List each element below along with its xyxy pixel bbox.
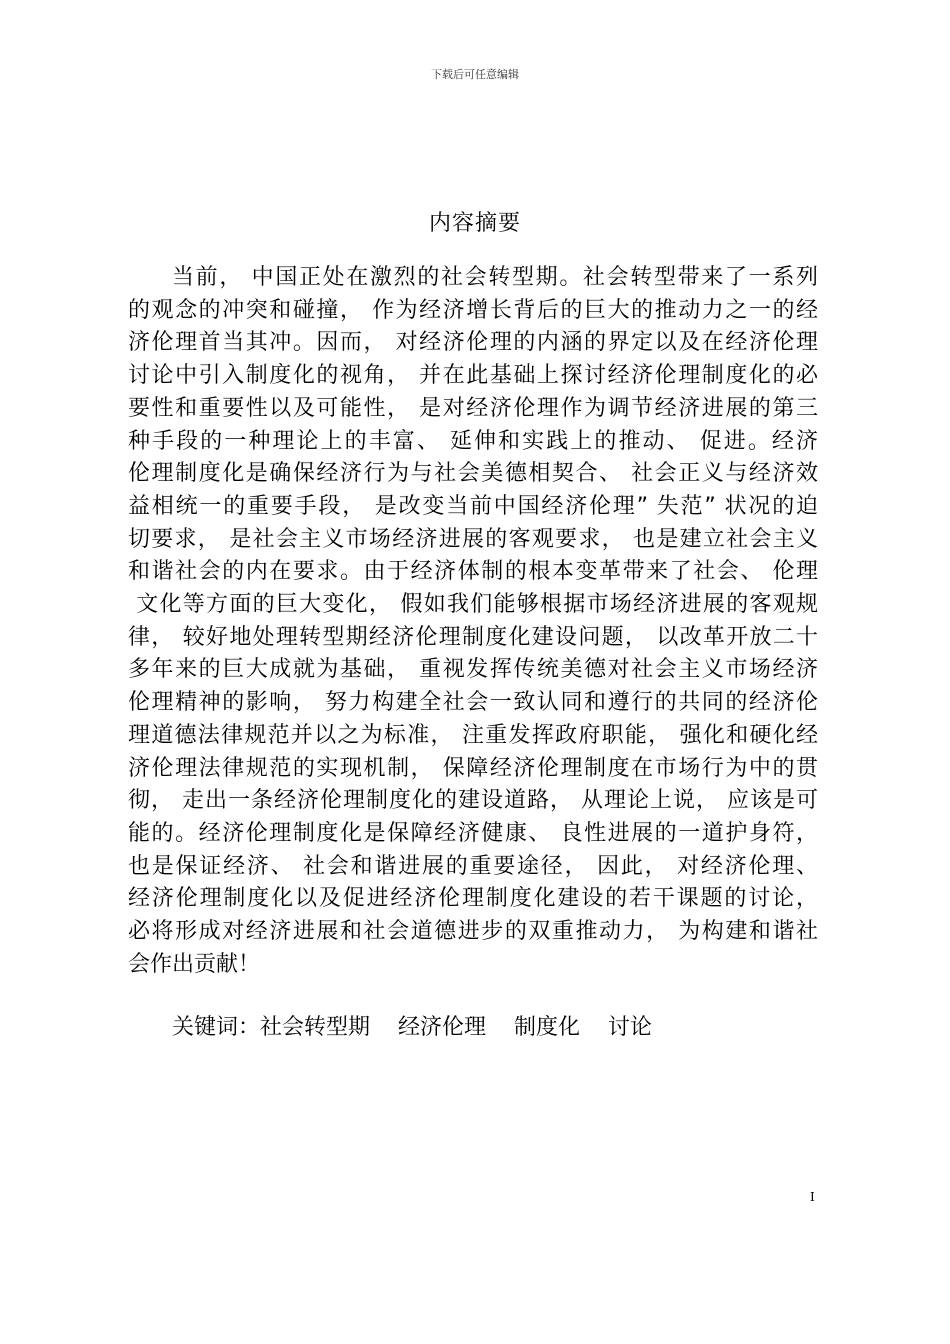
- abstract-line: 当前， 中国正处在激烈的社会转型期。社会转型带来了一系列: [172, 265, 818, 290]
- abstract-line: 讨论中引入制度化的视角， 并在此基础上探讨经济伦理制度化的必: [128, 363, 818, 389]
- abstract-line: 经济伦理制度化以及促进经济伦理制度化建设的若干课题的讨论，: [128, 886, 818, 912]
- abstract-line: 会作出贡献！: [128, 951, 261, 977]
- abstract-line: 文化等方面的巨大变化， 假如我们能够根据市场经济进展的客观规: [128, 592, 818, 618]
- header-note: 下载后可任意编辑: [431, 68, 519, 81]
- abstract-line: 种手段的一种理论上的丰富、 延伸和实践上的推动、 促进。经济: [128, 428, 818, 454]
- abstract-line: 济伦理首当其冲。因而， 对经济伦理的内涵的界定以及在经济伦理: [128, 330, 818, 356]
- abstract-line: 律， 较好地处理转型期经济伦理制度化建设问题， 以改革开放二十: [128, 624, 818, 650]
- abstract-line: 彻， 走出一条经济伦理制度化的建设道路， 从理论上说， 应该是可: [128, 788, 818, 814]
- abstract-line: 的观念的冲突和碰撞， 作为经济增长背后的巨大的推动力之一的经: [128, 297, 818, 323]
- abstract-line: 要性和重要性以及可能性， 是对经济伦理作为调节经济进展的第三: [128, 395, 818, 421]
- abstract-line: 多年来的巨大成就为基础， 重视发挥传统美德对社会主义市场经济: [128, 657, 818, 683]
- abstract-line: 益相统一的重要手段， 是改变当前中国经济伦理” 失范” 状况的迫: [128, 493, 818, 519]
- abstract-line: 切要求， 是社会主义市场经济进展的客观要求， 也是建立社会主义: [128, 526, 818, 552]
- abstract-line: 理道德法律规范并以之为标准， 注重发挥政府职能， 强化和硬化经: [128, 722, 818, 748]
- abstract-line: 必将形成对经济进展和社会道德进步的双重推动力， 为构建和谐社: [128, 919, 818, 945]
- abstract-line: 济伦理法律规范的实现机制， 保障经济伦理制度在市场行为中的贯: [128, 755, 818, 781]
- abstract-line: 能的。经济伦理制度化是保障经济健康、 良性进展的一道护身符，: [128, 820, 818, 846]
- page-title: 内容摘要: [428, 211, 521, 236]
- abstract-line: 伦理制度化是确保经济行为与社会美德相契合、 社会正义与经济效: [128, 461, 818, 487]
- abstract-body: [128, 262, 818, 981]
- abstract-line: 伦理精神的影响， 努力构建全社会一致认同和遵行的共同的经济伦: [128, 690, 818, 716]
- keywords: 关键词：社会转型期 经济伦理 制度化 讨论: [172, 1015, 652, 1040]
- page-number: I: [810, 1190, 815, 1204]
- abstract-line: 也是保证经济、 社会和谐进展的重要途径， 因此， 对经济伦理、: [128, 853, 818, 879]
- abstract-line: 和谐社会的内在要求。由于经济体制的根本变革带来了社会、 伦理: [128, 559, 818, 585]
